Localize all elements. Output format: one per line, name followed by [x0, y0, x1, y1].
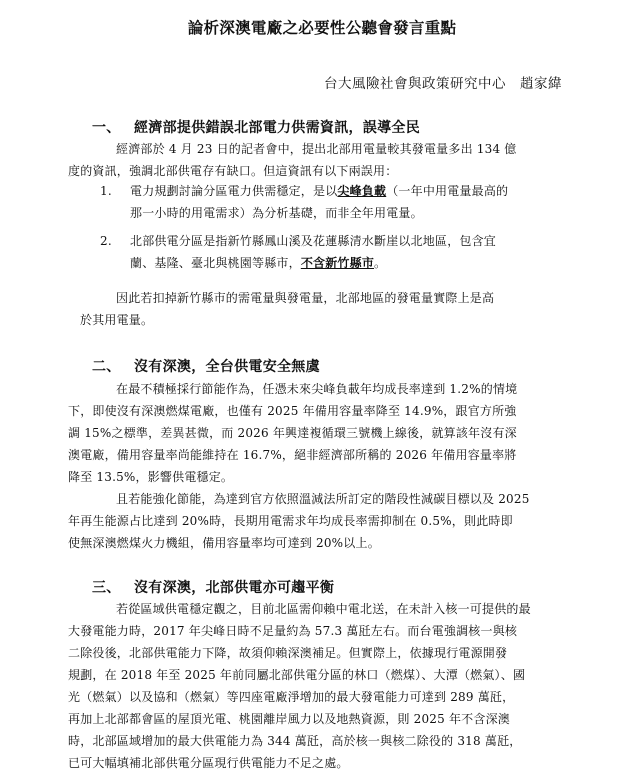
document-title: 論析深澳電廠之必要性公聽會發言重點	[187, 18, 457, 37]
text-line: 若從區域供電穩定觀之，目前北區需仰賴中電北送，在未計入核一可提供的最	[116, 602, 531, 616]
list-item-number: 2.	[100, 234, 112, 248]
section-1-conclusion	[80, 287, 550, 331]
text-line: 澳電廠，備用容量率尚能維持在 16.7%，絕非經濟部所稱的 2026 年備用容量率將	[68, 448, 517, 462]
text-line: 且若能強化節能，為達到官方依照溫減法所訂定的階段性減碳目標以及 2025	[116, 492, 530, 506]
list-item-text: 那一小時的用電需求）為分析基礎，而非全年用電量。	[130, 206, 423, 220]
list-item	[100, 230, 550, 274]
text-line: 光（燃氣）以及協和（燃氣）等四座電廠淨增加的最大發電能力可達到 289 萬瓩，	[68, 690, 515, 704]
text-line: 規劃，在 2018 年至 2025 年前同屬北部供電分區的林口（燃煤）、大潭（燃氣）、國	[68, 668, 526, 682]
underlined-term: 尖峰負載	[337, 184, 387, 198]
underlined-term: 不含新竹縣市	[300, 256, 375, 270]
text-line: 使無深澳燃煤火力機組，備用容量率均可達到 20%以上。	[68, 536, 380, 550]
section-3-title: 沒有深澳，北部供電亦可趨平衡	[134, 580, 335, 596]
text-line: 再加上北部都會區的屋頂光電、桃園離岸風力以及地熱資源，則 2025 年不含深澳	[68, 712, 510, 726]
list-item-text: 北部供電分區是指新竹縣鳳山溪及花蓮縣清水斷崖以北地區，包含宜	[130, 234, 497, 248]
text-line: 因此若扣掉新竹縣市的需電量與發電量，北部地區的發電量實際上是高	[116, 291, 495, 305]
list-item-text: （一年中用電量最高的	[386, 184, 509, 198]
section-1-title: 經濟部提供錯誤北部電力供需資訊，誤導全民	[134, 120, 420, 136]
text-line: 下，即使沒有深澳燃煤電廠，也僅有 2025 年備用容量率降至 14.9%，跟官方所強	[68, 404, 517, 418]
text-line: 調 15%之標準，差異甚微，而 2026 年興達複循環三號機上線後，就算該年沒有深	[68, 426, 517, 440]
text-line: 已可大幅填補北部供電分區現行供電能力不足之處。	[68, 756, 349, 770]
section-3-heading	[92, 577, 334, 597]
section-2-paragraph-1	[68, 378, 550, 488]
text-line: 大發電能力時，2017 年尖峰日時不足量約為 57.3 萬瓩左右。而台電強調核一與核	[68, 624, 518, 638]
section-3-number: 三、	[92, 580, 121, 596]
text-line: 度的資訊，強調北部供電存有缺口。但這資訊有以下兩誤用：	[68, 164, 398, 178]
text-line: 在最不積極採行節能作為，任憑未來尖峰負載年均成長率達到 1.2%的情境	[116, 382, 518, 396]
section-1-number: 一、	[92, 120, 121, 136]
section-1-intro	[68, 138, 550, 182]
text-line: 降至 13.5%，影響供電穩定。	[68, 470, 234, 484]
section-2-number: 二、	[92, 359, 121, 375]
list-item-text: 。	[374, 256, 387, 270]
section-2-heading	[92, 356, 320, 376]
section-2-title: 沒有深澳，全台供電安全無虞	[134, 359, 320, 375]
section-2-paragraph-2	[68, 488, 550, 554]
list-item-text: 電力規劃討論分區電力供需穩定，是以	[130, 184, 338, 198]
text-line: 時，北部區域增加的最大供電能力為 344 萬瓩，高於核一與核二除役的 318 萬瓩，	[68, 734, 522, 748]
section-1-list	[100, 180, 550, 274]
text-line: 經濟部於 4 月 23 日的記者會中，提出北部用電量較其發電量多出 134 億	[116, 142, 517, 156]
list-item-number: 1.	[100, 184, 112, 198]
author-line: 台大風險社會與政策研究中心 趙家緯	[324, 76, 562, 92]
section-3-paragraph	[68, 598, 550, 774]
text-line: 年再生能源占比達到 20%時，長期用電需求年均成長率需抑制在 0.5%，則此時即	[68, 514, 513, 528]
section-1-heading	[92, 117, 420, 137]
list-item	[100, 180, 550, 224]
list-item-text: 蘭、基隆、臺北與桃園等縣市，	[130, 256, 301, 270]
text-line: 於其用電量。	[80, 313, 154, 327]
text-line: 二除役後，北部供電能力下降，故須仰賴深澳補足。但實際上，依據現行電源開發	[68, 646, 508, 660]
